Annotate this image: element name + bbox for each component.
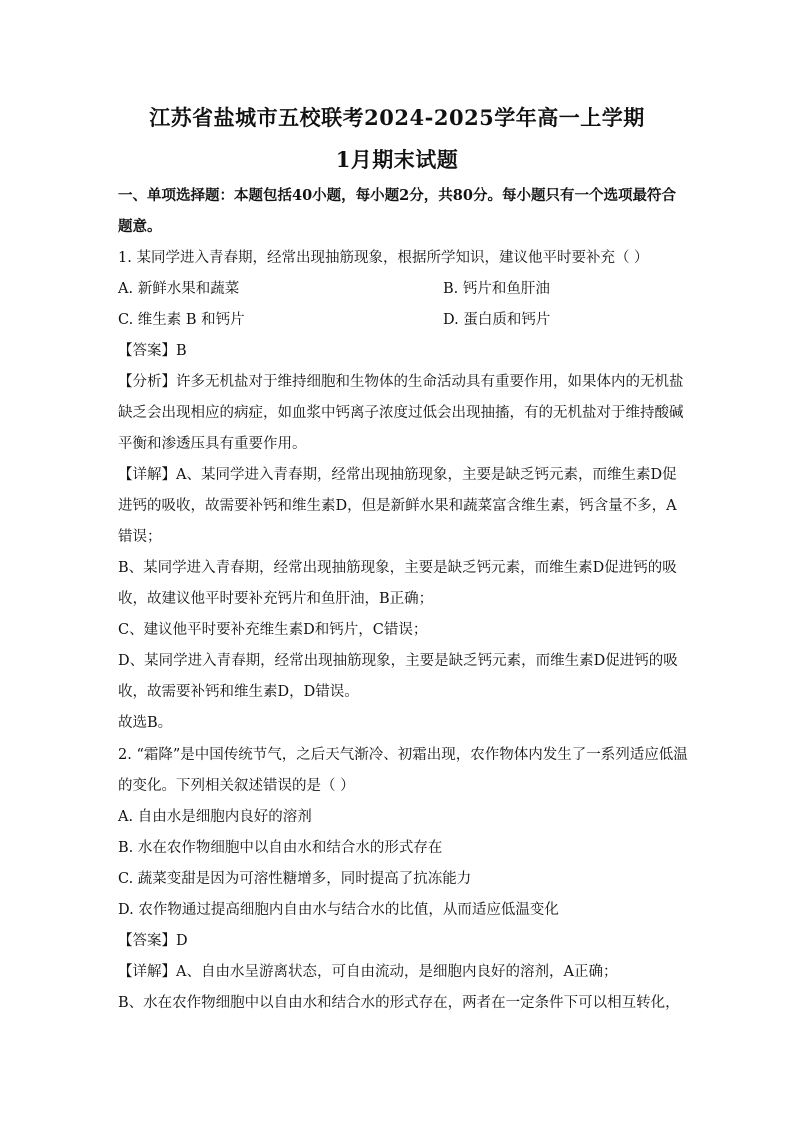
q1-stem: 1. 某同学进入青春期，经常出现抽筋现象，根据所学知识，建议他平时要补充（ ） [118, 250, 649, 266]
q2-option-b: B. 水在农作物细胞中以自由水和结合水的形式存在 [118, 840, 443, 856]
section-heading-line-2: 题意。 [118, 218, 162, 235]
q1-option-c: C. 维生素 B 和钙片 [118, 312, 245, 328]
q1-detail-line: 收，故需要补钙和维生素D，D错误。 [118, 684, 359, 700]
q1-detail-line: B、某同学进入青春期，经常出现抽筋现象，主要是缺乏钙元素，而维生素D促进钙的吸 [118, 560, 677, 576]
q1-conclusion: 故选B。 [118, 715, 173, 731]
q2-option-c: C. 蔬菜变甜是因为可溶性糖增多，同时提高了抗冻能力 [118, 871, 472, 887]
q2-detail-line: 【详解】A、自由水呈游离状态，可自由流动，是细胞内良好的溶剂，A正确； [118, 964, 618, 980]
q2-stem-line: 2. “霜降”是中国传统节气，之后天气渐冷、初霜出现，农作物体内发生了一系列适应低温 [118, 747, 688, 763]
q1-analysis-line: 【分析】许多无机盐对于维持细胞和生物体的生命活动具有重要作用，如果体内的无机盐 [118, 374, 684, 390]
q1-detail-line: C、建议他平时要补充维生素D和钙片，C错误； [118, 622, 428, 638]
q1-detail-line: 【详解】A、某同学进入青春期，经常出现抽筋现象，主要是缺乏钙元素，而维生素D促 [118, 467, 677, 483]
q2-detail-line: B、水在农作物细胞中以自由水和结合水的形式存在，两者在一定条件下可以相互转化， [118, 995, 680, 1011]
q1-option-d: D. 蛋白质和钙片 [443, 312, 551, 328]
q2-stem-line: 的变化。下列相关叙述错误的是（ ） [118, 778, 355, 794]
q2-option-d: D. 农作物通过提高细胞内自由水与结合水的比值，从而适应低温变化 [118, 902, 559, 918]
q1-analysis-line: 平衡和渗透压具有重要作用。 [118, 436, 307, 452]
q1-option-b: B. 钙片和鱼肝油 [443, 281, 550, 297]
q1-analysis-line: 缺乏会出现相应的病症，如血浆中钙离子浓度过低会出现抽搐，有的无机盐对于维持酸碱 [118, 405, 684, 421]
q1-detail-line: 进钙的吸收，故需要补钙和维生素D，但是新鲜水果和蔬菜富含维生素，钙含量不多，A [118, 498, 677, 514]
q2-option-a: A. 自由水是细胞内良好的溶剂 [118, 809, 312, 825]
q1-detail-line: 错误； [118, 529, 162, 545]
section-heading-line-1: 一、单项选择题：本题包括40小题，每小题2分，共80分。每小题只有一个选项最符合 [118, 187, 676, 204]
q1-detail-line: 收，故建议他平时要补充钙片和鱼肝油，B正确； [118, 591, 434, 607]
doc-title-line-2: 1月期末试题 [335, 147, 459, 172]
q1-option-a: A. 新鲜水果和蔬菜 [118, 281, 240, 297]
doc-title-line-1: 江苏省盐城市五校联考2024-2025学年高一上学期 [149, 105, 645, 130]
q2-answer: 【答案】D [118, 933, 188, 949]
q1-detail-line: D、某同学进入青春期，经常出现抽筋现象，主要是缺乏钙元素，而维生素D促进钙的吸 [118, 653, 678, 669]
q1-answer: 【答案】B [118, 343, 187, 359]
